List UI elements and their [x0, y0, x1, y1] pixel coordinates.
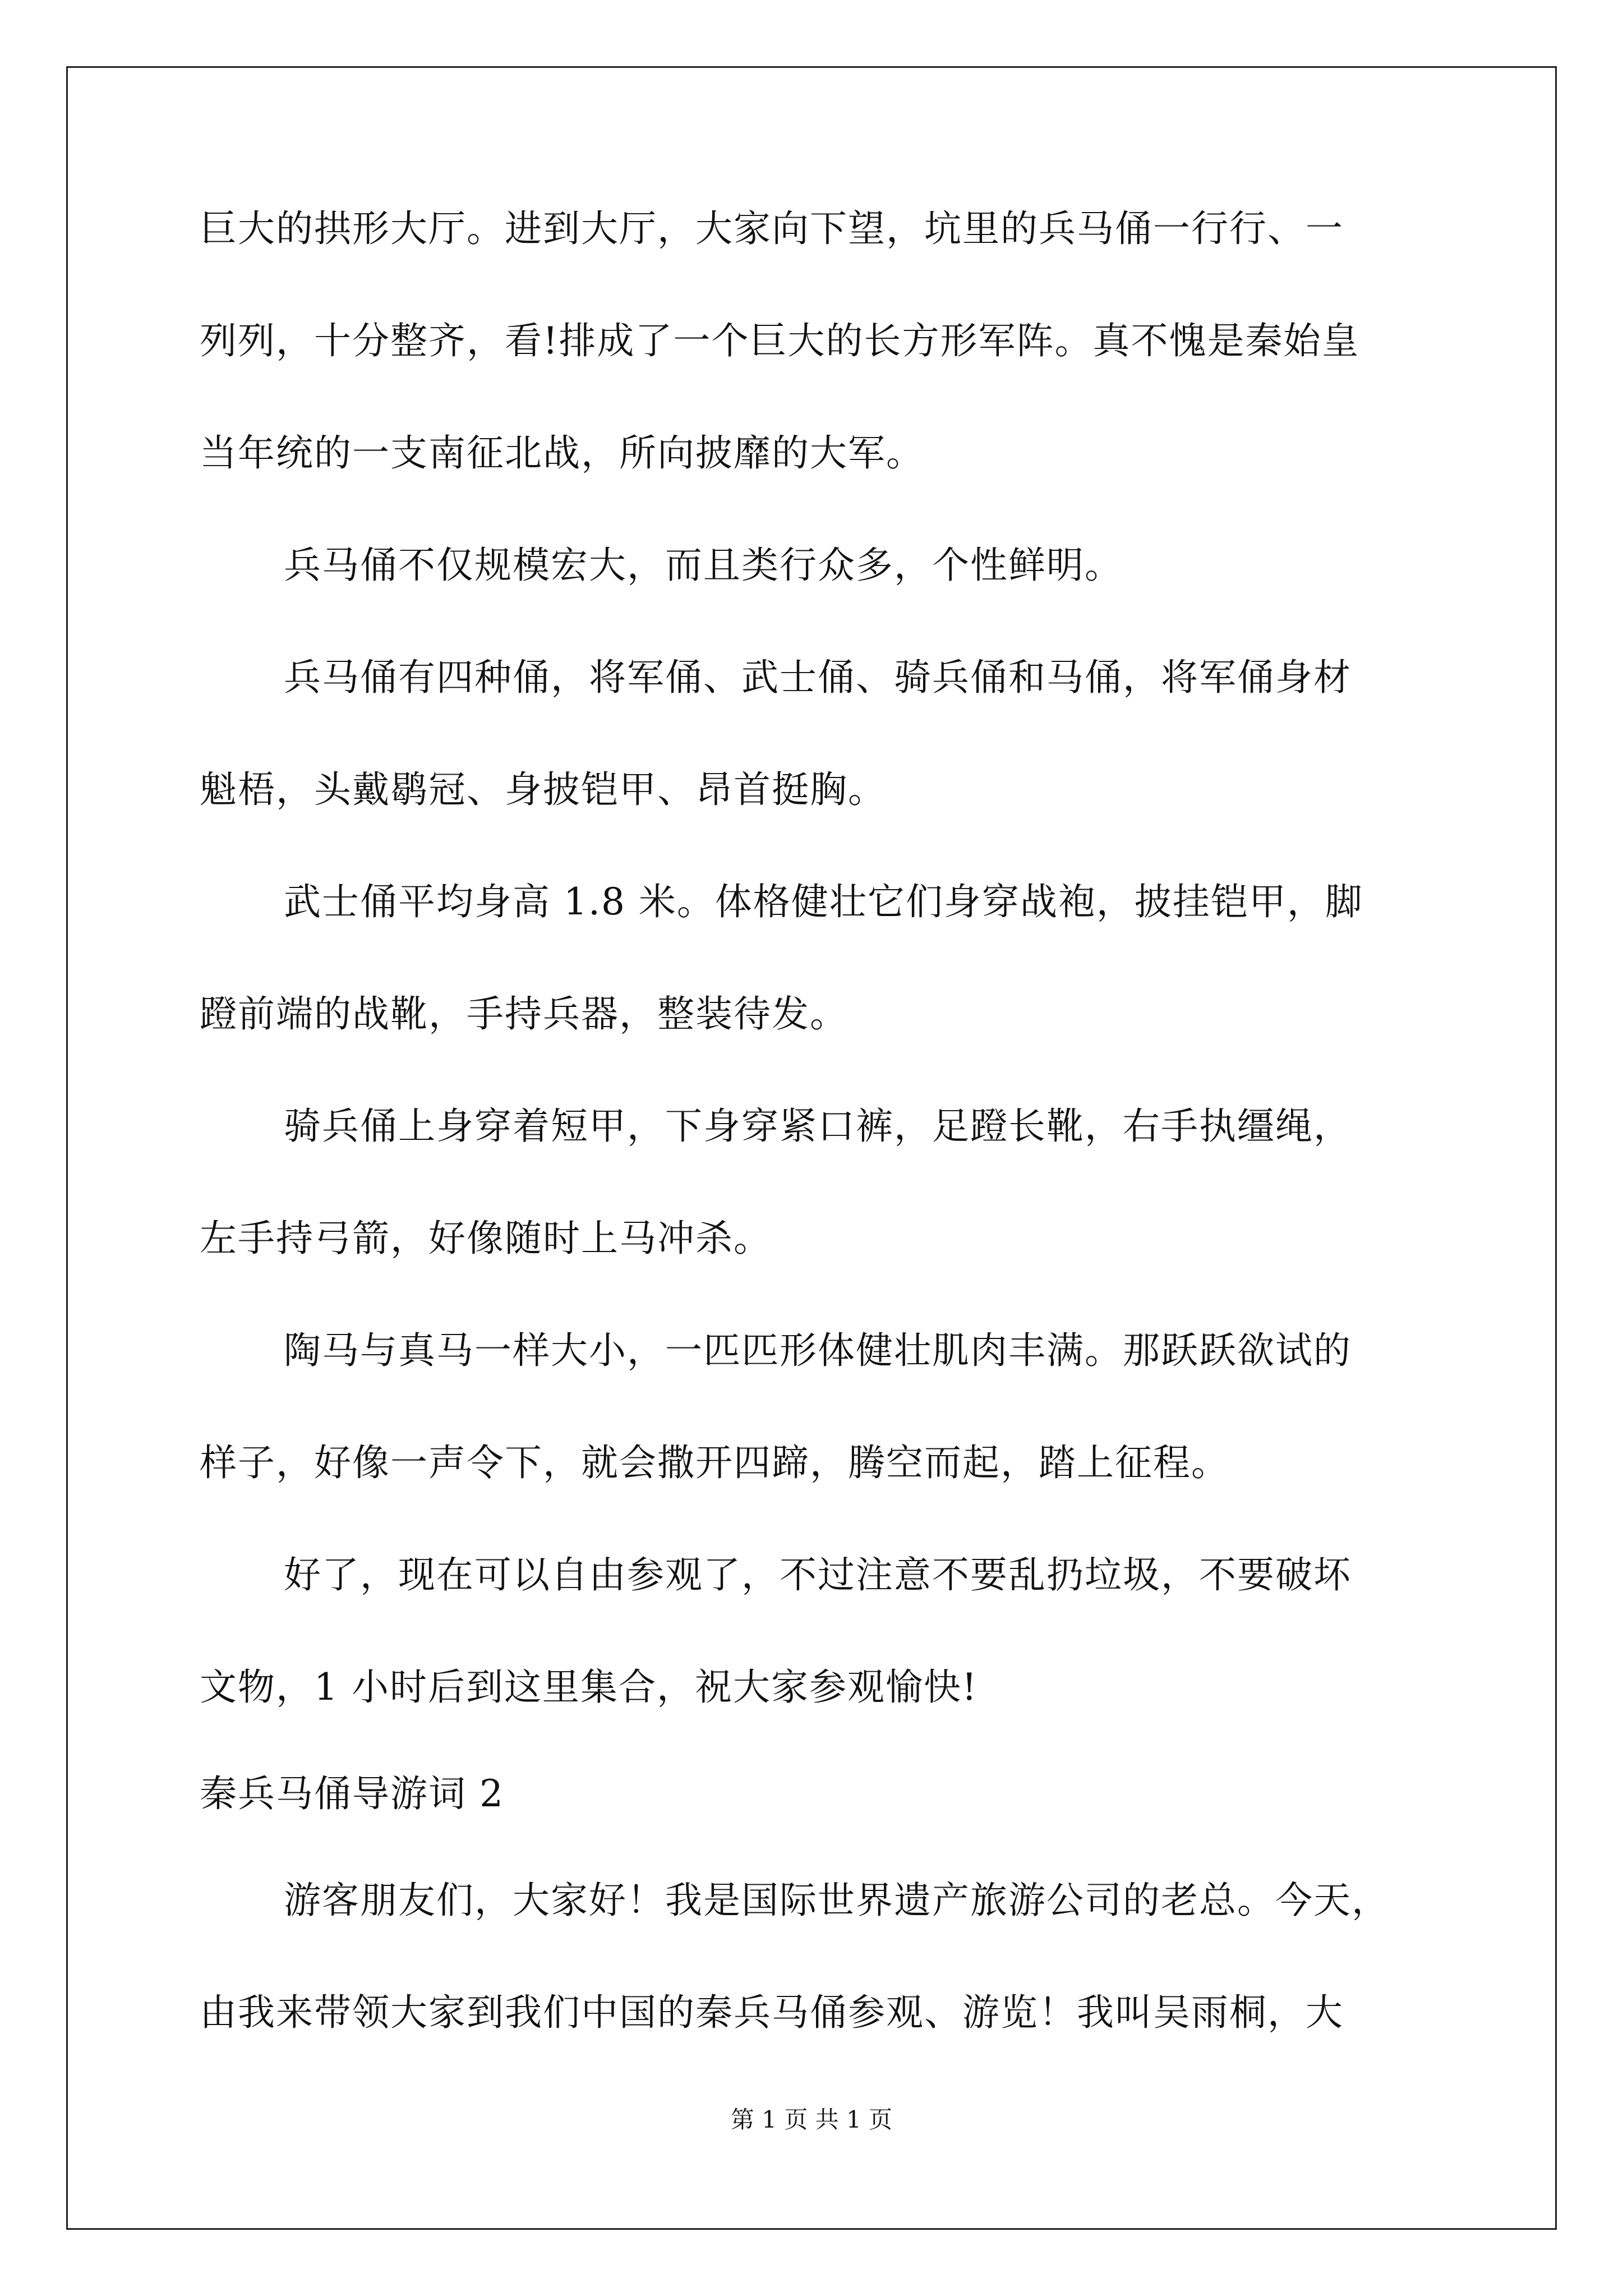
- text-line: 文物，1 小时后到这里集合，祝大家参观愉快!: [200, 1665, 978, 1709]
- text-line: 游客朋友们，大家好！我是国际世界遗产旅游公司的老总。今天，: [284, 1879, 1390, 1922]
- text-line: 左手持弓箭，好像随时上马冲杀。: [200, 1217, 772, 1260]
- text-line: 兵马俑有四种俑，将军俑、武士俑、骑兵俑和马俑，将军俑身材: [284, 656, 1352, 699]
- page-footer: 第 1 页 共 1 页: [730, 2106, 893, 2133]
- text-line: 魁梧，头戴鹖冠、身披铠甲、昂首挺胸。: [200, 768, 886, 811]
- text-line: 武士俑平均身高 1.8 米。体格健壮它们身穿战袍，披挂铠甲，脚: [284, 880, 1363, 923]
- section-heading: 秦兵马俑导游词 2: [200, 1772, 504, 1815]
- text-line: 列列，十分整齐，看!排成了一个巨大的长方形军阵。真不愧是秦始皇: [200, 319, 1360, 362]
- text-line: 骑兵俑上身穿着短甲，下身穿紧口裤，足蹬长靴，右手执缰绳，: [284, 1105, 1352, 1148]
- text-line: 巨大的拱形大厅。进到大厅，大家向下望，坑里的兵马俑一行行、一: [200, 207, 1344, 250]
- text-line: 好了，现在可以自由参观了，不过注意不要乱扔垃圾，不要破坏: [284, 1553, 1352, 1596]
- text-line: 样子，好像一声令下，就会撒开四蹄，腾空而起，踏上征程。: [200, 1441, 1229, 1484]
- text-line: 陶马与真马一样大小，一匹匹形体健壮肌肉丰满。那跃跃欲试的: [284, 1329, 1352, 1372]
- text-line: 兵马俑不仅规模宏大，而且类行众多，个性鲜明。: [284, 544, 1123, 587]
- text-line: 由我来带领大家到我们中国的秦兵马俑参观、游览！我叫吴雨桐，大: [200, 1991, 1344, 2034]
- text-line: 蹬前端的战靴，手持兵器，整装待发。: [200, 992, 848, 1036]
- text-line: 当年统的一支南征北战，所向披靡的大军。: [200, 431, 924, 475]
